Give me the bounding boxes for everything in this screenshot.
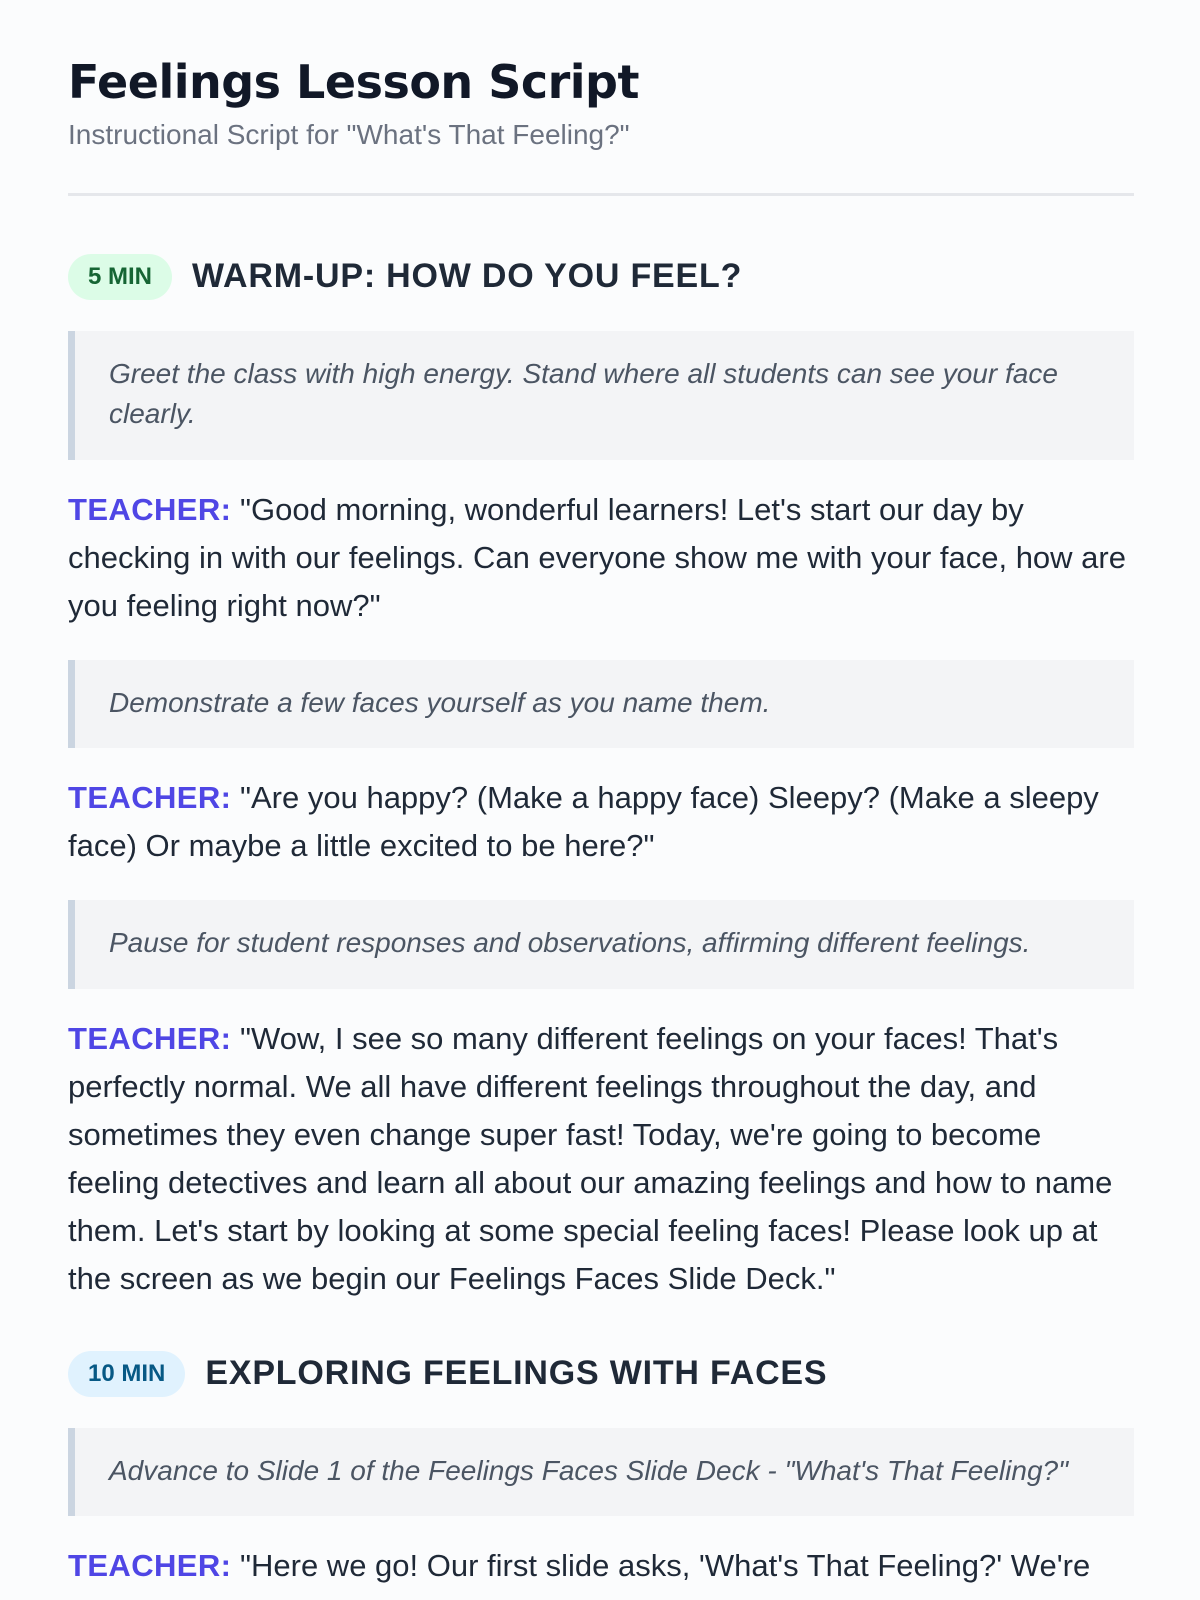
time-badge-5-min: 5 MIN: [68, 254, 172, 300]
teacher-direction-note: Demonstrate a few faces yourself as you name them.: [68, 660, 1134, 749]
page-subtitle: Instructional Script for "What's That Feeling?": [68, 118, 630, 150]
document-header: [68, 55, 1134, 151]
header-divider: [68, 193, 1134, 196]
page-title: Feelings Lesson Script: [68, 55, 639, 109]
time-badge-10-min: 10 MIN: [68, 1351, 185, 1397]
speech-text: "Wow, I see so many different feelings on your faces! That's perfectly normal. We all have different feelings throughout the day, and sometimes they even change super fast! Today, we're going to become feeling detectives and learn all about our amazing feelings and how to name them. Let's start by looking at some special feeling faces! Please look up at the screen as we begin our Feelings Faces Slide Deck.": [68, 1021, 1113, 1297]
warm-up-section-header: [68, 245, 1134, 309]
speaker-label: TEACHER:: [68, 780, 232, 816]
speaker-label: TEACHER:: [68, 491, 232, 527]
speech-text: "Are you happy? (Make a happy face) Sleepy? (Make a sleepy face) Or maybe a little excited to be here?": [68, 780, 1099, 864]
teacher-direction-note: Greet the class with high energy. Stand where all students can see your face clearly.: [68, 331, 1134, 460]
speech-text: "Good morning, wonderful learners! Let's start our day by checking in with our feelings. Can everyone show me with your face, how are you feeling right now?": [68, 491, 1126, 623]
teacher-speech: [68, 486, 1134, 630]
warm-up-section: [68, 245, 1134, 1304]
speech-text: "Here we go! Our first slide asks, 'What's That Feeling?' We're: [240, 1548, 1091, 1584]
teacher-speech: [68, 1015, 1134, 1303]
teacher-speech: [68, 774, 1134, 870]
speaker-label: TEACHER:: [68, 1021, 232, 1057]
warm-up-section-title: WARM-UP: HOW DO YOU FEEL?: [192, 257, 743, 296]
exploring-feelings-section: [68, 1342, 1134, 1591]
speaker-label: TEACHER:: [68, 1548, 232, 1584]
exploring-feelings-section-header: [68, 1342, 1134, 1406]
teacher-direction-note: Pause for student responses and observations, affirming different feelings.: [68, 900, 1134, 989]
lesson-content: [68, 245, 1134, 1600]
teacher-speech: [68, 1542, 1134, 1590]
teacher-direction-note: Advance to Slide 1 of the Feelings Faces Slide Deck - "What's That Feeling?": [68, 1428, 1134, 1517]
exploring-feelings-section-title: EXPLORING FEELINGS WITH FACES: [205, 1353, 828, 1392]
